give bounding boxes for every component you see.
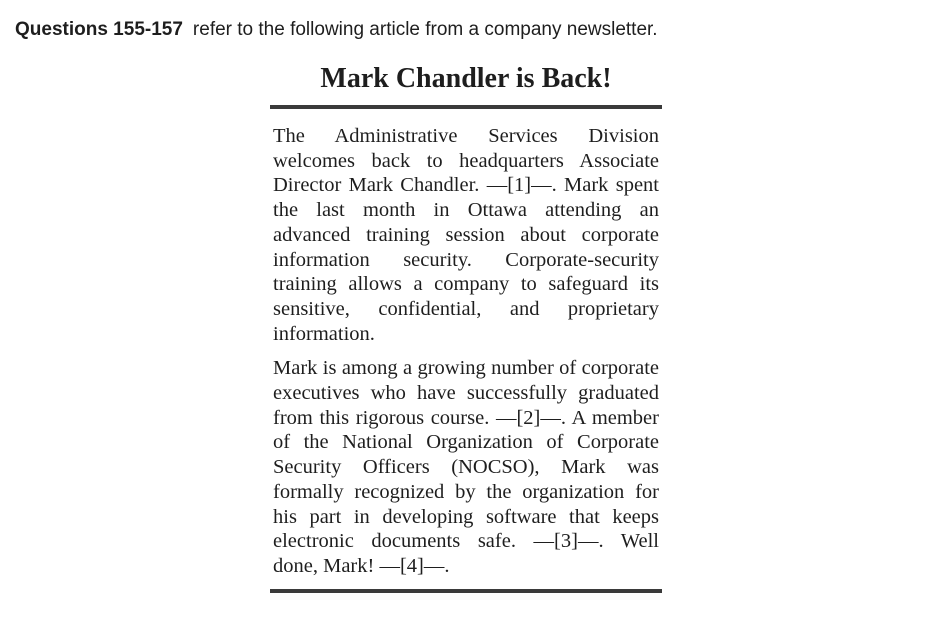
question-range: Questions 155-157 bbox=[15, 19, 183, 40]
article-paragraph-2: Mark is among a growing number of corporate executives who have successfully graduated from this rigorous course. —[2]—. A member of the National Organization of Corporate Security Officers (NOCSO), Mark was formally recognized by the organization for his part in developing software that keeps electronic documents safe. —[3]—. Well done, Mark! —[4]—. bbox=[273, 357, 659, 577]
question-instruction bbox=[15, 18, 658, 42]
newsletter-article bbox=[270, 62, 662, 593]
article-paragraph-1: The Administrative Services Division welcomes back to headquarters Associate Director Mark Chandler. —[1]—. Mark spent the last month in Ottawa attending an advanced training session about corporate information security. Corporate-security training allows a company to safeguard its sensitive, confidential, and proprietary information. bbox=[273, 125, 659, 345]
article-headline: Mark Chandler is Back! bbox=[320, 63, 612, 94]
instruction-text: refer to the following article from a company newsletter. bbox=[192, 19, 658, 40]
article-body bbox=[270, 109, 662, 579]
bottom-divider bbox=[270, 589, 662, 593]
